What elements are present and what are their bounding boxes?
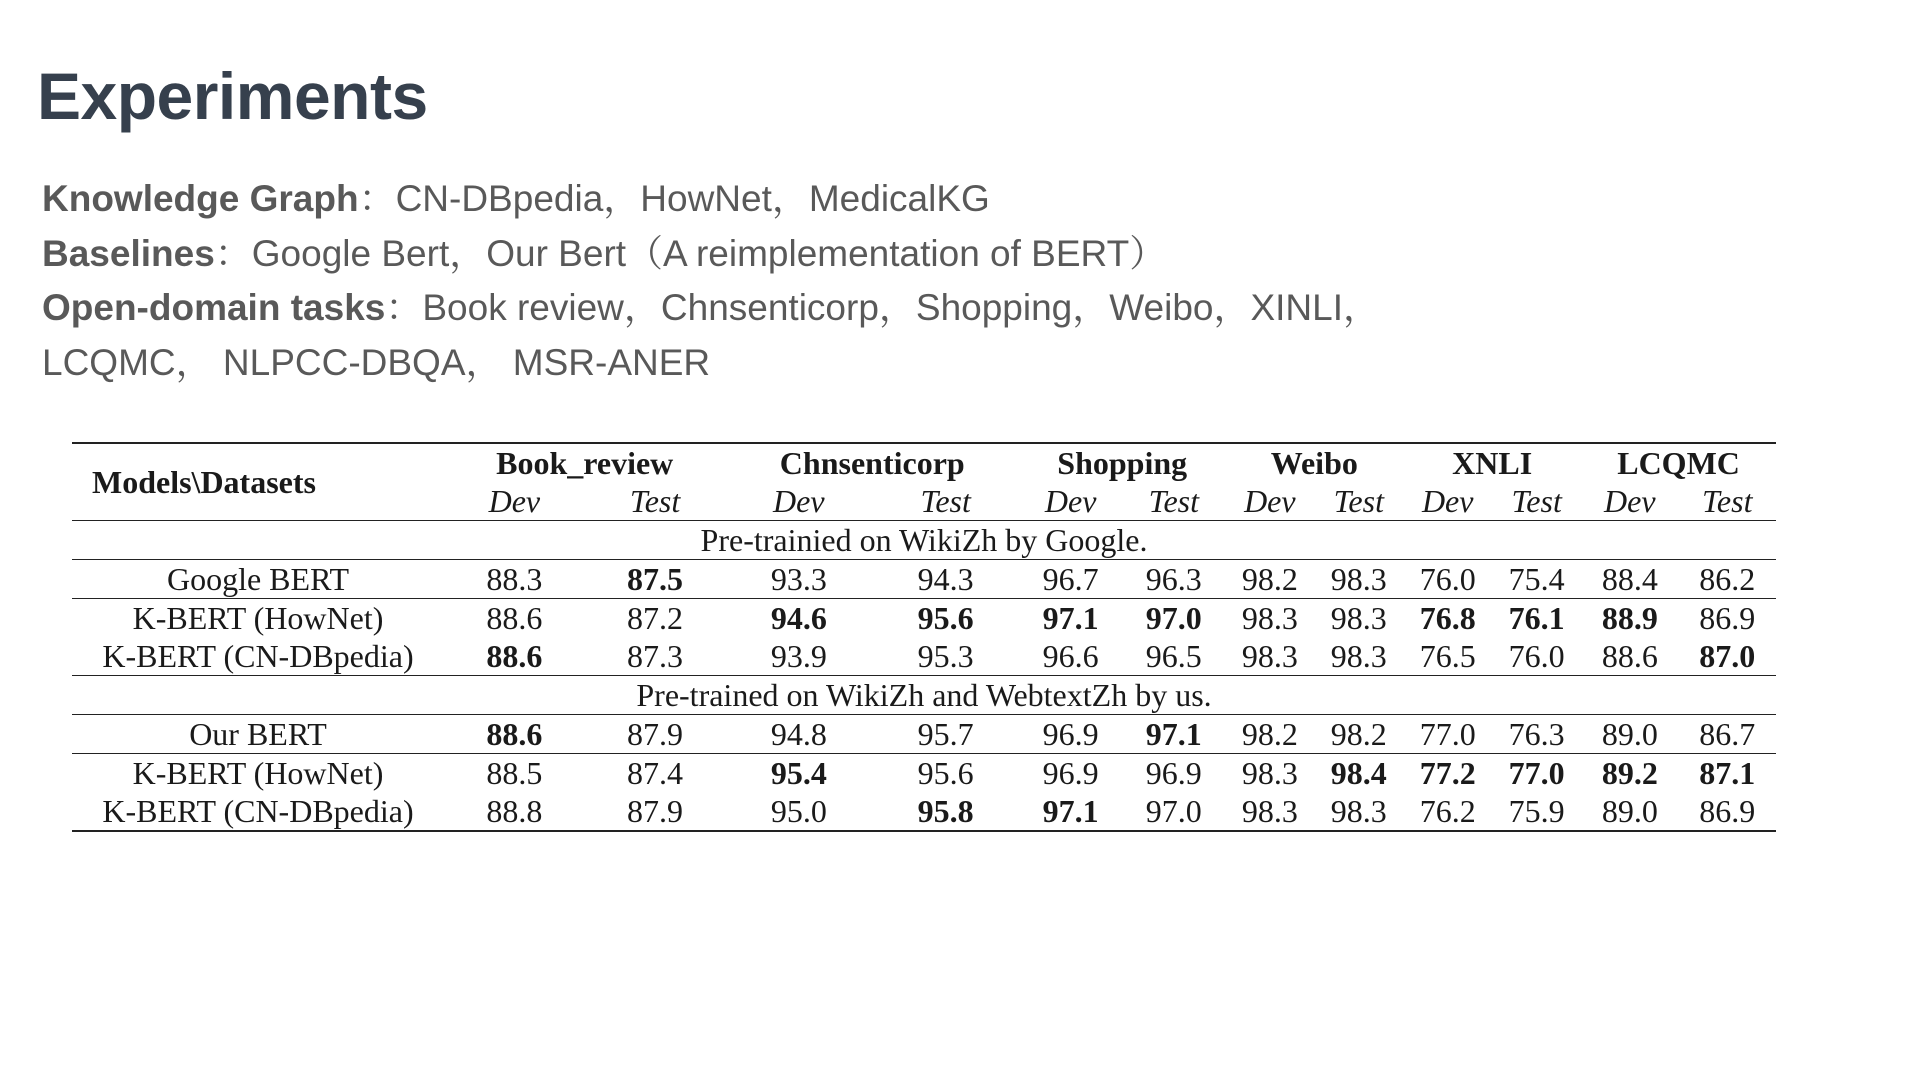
info-separator: ： xyxy=(214,232,252,274)
score-cell: 98.2 xyxy=(1241,716,1298,752)
split-header: Dev xyxy=(488,483,541,519)
score-cell: 88.6 xyxy=(486,638,543,674)
score-cell: 98.3 xyxy=(1330,793,1387,829)
dataset-header: Chnsenticorp xyxy=(779,445,965,481)
score-cell: 96.9 xyxy=(1042,755,1099,791)
score-cell: 76.0 xyxy=(1508,638,1565,674)
score-cell: 87.5 xyxy=(627,561,684,597)
score-cell: 86.9 xyxy=(1699,600,1756,636)
info-separator: ： xyxy=(385,287,423,328)
split-header: Test xyxy=(1148,483,1199,519)
score-cell: 95.4 xyxy=(770,755,827,791)
info-line xyxy=(42,172,1380,227)
info-text: LCQMC， NLPCC-DBQA， MSR-ANER xyxy=(42,341,711,383)
table-row xyxy=(72,637,1776,676)
section-label: Pre-trainied on WikiZh by Google. xyxy=(700,522,1148,558)
score-cell: 76.5 xyxy=(1419,638,1476,674)
info-key: Open-domain tasks xyxy=(42,287,386,328)
score-cell: 98.4 xyxy=(1330,755,1387,791)
score-cell: 96.7 xyxy=(1042,561,1099,597)
score-cell: 98.3 xyxy=(1330,600,1387,636)
score-cell: 88.6 xyxy=(1601,638,1658,674)
score-cell: 89.0 xyxy=(1601,716,1658,752)
score-cell: 88.4 xyxy=(1601,561,1658,597)
info-line xyxy=(42,227,1380,282)
score-cell: 75.9 xyxy=(1508,793,1565,829)
score-cell: 98.3 xyxy=(1241,793,1298,829)
score-cell: 87.2 xyxy=(627,600,684,636)
score-cell: 88.8 xyxy=(486,793,543,829)
split-header: Dev xyxy=(773,483,825,519)
info-text: Google Bert，Our Bert（A reimplementation of BERT） xyxy=(251,232,1167,274)
info-text: Book review，Chnsenticorp，Shopping，Weibo，XINLI， xyxy=(422,287,1381,328)
info-line xyxy=(42,281,1380,336)
score-cell: 88.9 xyxy=(1601,600,1658,636)
score-cell: 87.9 xyxy=(627,793,684,829)
table-row xyxy=(72,792,1776,831)
table-row xyxy=(72,715,1776,754)
score-cell: 95.6 xyxy=(917,755,974,791)
split-header: Test xyxy=(1511,483,1562,519)
dataset-header-row xyxy=(72,443,1776,482)
score-cell: 98.2 xyxy=(1330,716,1387,752)
score-cell: 88.3 xyxy=(486,561,543,597)
score-cell: 96.3 xyxy=(1145,561,1202,597)
model-name: K-BERT (HowNet) xyxy=(132,600,384,636)
score-cell: 88.5 xyxy=(486,755,543,791)
section-label: Pre-trained on WikiZh and WebtextZh by us. xyxy=(636,677,1212,713)
score-cell: 96.9 xyxy=(1145,755,1202,791)
score-cell: 97.1 xyxy=(1042,600,1099,636)
info-separator: ： xyxy=(358,178,396,219)
dataset-header: Book_review xyxy=(496,445,674,481)
score-cell: 95.7 xyxy=(917,716,974,752)
dataset-header: Weibo xyxy=(1270,445,1358,481)
score-cell: 76.3 xyxy=(1508,716,1565,752)
model-name: Our BERT xyxy=(189,716,327,752)
split-header: Dev xyxy=(1421,483,1474,519)
results-table-container xyxy=(72,442,1776,832)
score-cell: 88.6 xyxy=(486,716,543,752)
score-cell: 97.1 xyxy=(1042,793,1099,829)
score-cell: 98.3 xyxy=(1330,561,1387,597)
split-header: Dev xyxy=(1244,483,1296,519)
score-cell: 76.2 xyxy=(1419,793,1476,829)
score-cell: 77.2 xyxy=(1419,755,1476,791)
score-cell: 97.0 xyxy=(1145,600,1202,636)
score-cell: 87.0 xyxy=(1699,638,1756,674)
dataset-header: Shopping xyxy=(1057,445,1188,481)
corner-header: Models\Datasets xyxy=(92,464,316,500)
table-row xyxy=(72,754,1776,793)
slide-title: Experiments xyxy=(37,59,428,133)
score-cell: 75.4 xyxy=(1508,561,1565,597)
results-table xyxy=(72,442,1776,832)
section-label-row xyxy=(72,521,1776,560)
split-header: Dev xyxy=(1604,483,1656,519)
score-cell: 97.1 xyxy=(1145,716,1202,752)
score-cell: 95.8 xyxy=(917,793,974,829)
score-cell: 95.6 xyxy=(917,600,974,636)
score-cell: 76.0 xyxy=(1419,561,1476,597)
score-cell: 87.4 xyxy=(627,755,684,791)
score-cell: 94.6 xyxy=(770,600,827,636)
model-name: K-BERT (CN-DBpedia) xyxy=(102,638,414,674)
score-cell: 76.8 xyxy=(1419,600,1476,636)
score-cell: 98.3 xyxy=(1241,600,1298,636)
score-cell: 95.0 xyxy=(770,793,827,829)
score-cell: 86.9 xyxy=(1699,793,1756,829)
split-header: Test xyxy=(629,483,681,519)
info-key: Knowledge Graph xyxy=(42,178,359,219)
split-header: Dev xyxy=(1044,483,1097,519)
score-cell: 86.2 xyxy=(1699,561,1756,597)
score-cell: 86.7 xyxy=(1699,716,1756,752)
score-cell: 87.9 xyxy=(627,716,684,752)
model-name: Google BERT xyxy=(166,561,350,597)
model-name: K-BERT (CN-DBpedia) xyxy=(102,793,414,829)
score-cell: 96.5 xyxy=(1145,638,1202,674)
score-cell: 97.0 xyxy=(1145,793,1202,829)
score-cell: 95.3 xyxy=(917,638,974,674)
score-cell: 98.3 xyxy=(1330,638,1387,674)
score-cell: 87.1 xyxy=(1699,755,1756,791)
score-cell: 87.3 xyxy=(627,638,684,674)
score-cell: 89.2 xyxy=(1601,755,1658,791)
model-name: K-BERT (HowNet) xyxy=(132,755,384,791)
score-cell: 98.3 xyxy=(1241,638,1298,674)
table-row xyxy=(72,560,1776,599)
score-cell: 88.6 xyxy=(486,600,543,636)
info-text: CN-DBpedia，HowNet，MedicalKG xyxy=(395,178,990,219)
score-cell: 93.3 xyxy=(770,561,827,597)
score-cell: 76.1 xyxy=(1508,600,1565,636)
score-cell: 94.3 xyxy=(917,561,974,597)
split-header: Test xyxy=(1702,483,1753,519)
table-row xyxy=(72,599,1776,638)
score-cell: 77.0 xyxy=(1419,716,1476,752)
info-block xyxy=(42,172,1380,390)
split-header: Test xyxy=(920,483,971,519)
split-header: Test xyxy=(1333,483,1384,519)
info-line xyxy=(42,336,1380,391)
dataset-header: LCQMC xyxy=(1617,445,1740,481)
score-cell: 77.0 xyxy=(1508,755,1565,791)
info-key: Baselines xyxy=(42,232,215,274)
section-label-row xyxy=(72,676,1776,715)
score-cell: 98.3 xyxy=(1241,755,1298,791)
dataset-header: XNLI xyxy=(1452,445,1533,481)
score-cell: 96.9 xyxy=(1042,716,1099,752)
score-cell: 98.2 xyxy=(1241,561,1298,597)
score-cell: 96.6 xyxy=(1042,638,1099,674)
score-cell: 89.0 xyxy=(1601,793,1658,829)
score-cell: 93.9 xyxy=(770,638,827,674)
score-cell: 94.8 xyxy=(770,716,827,752)
